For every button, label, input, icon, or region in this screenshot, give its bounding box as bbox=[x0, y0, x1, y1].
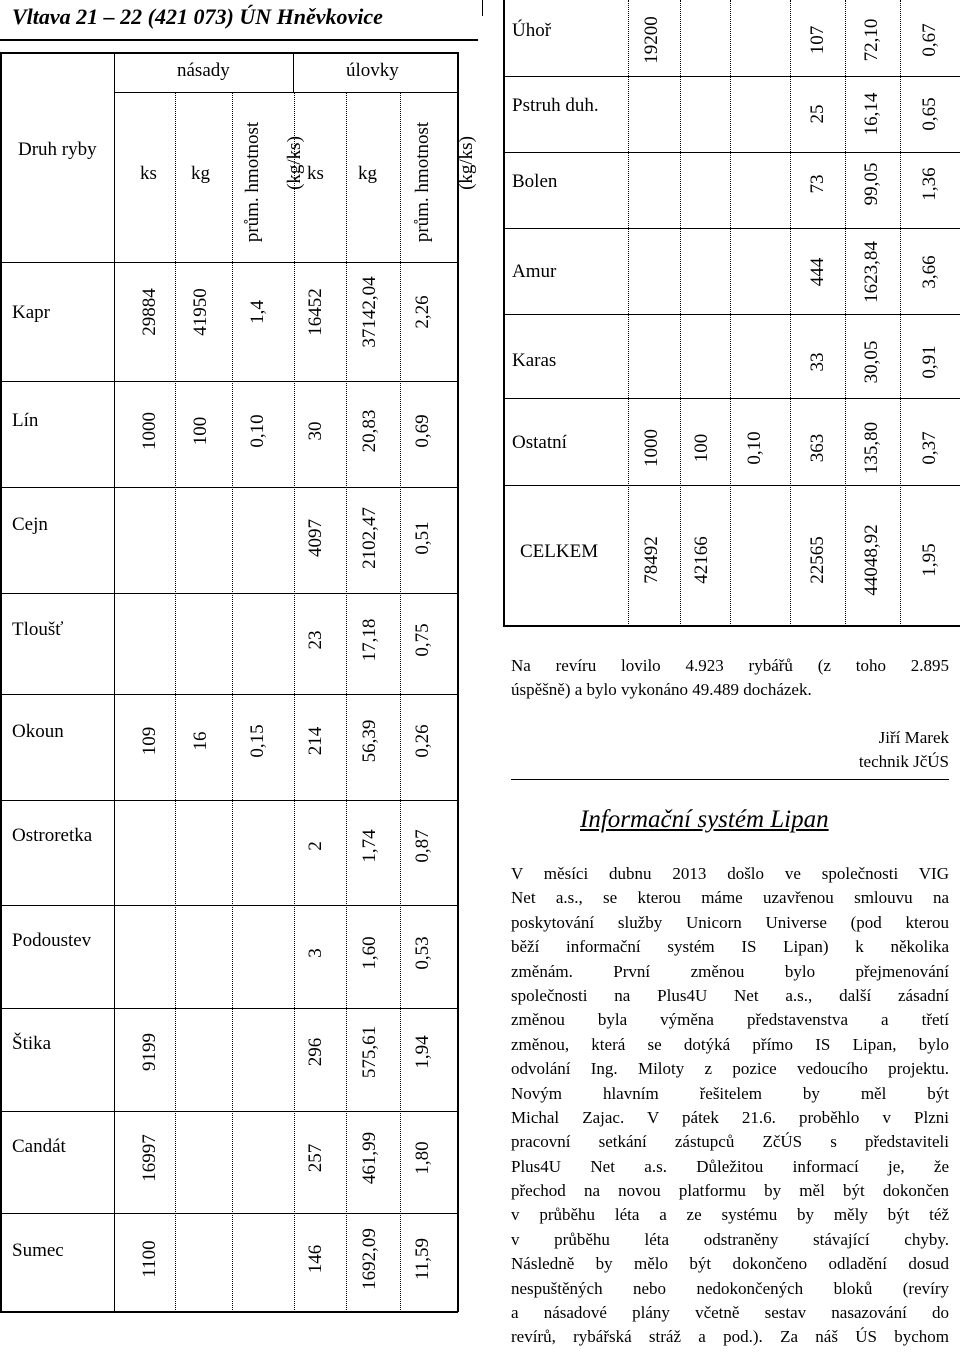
table-cell: 25 bbox=[807, 104, 828, 124]
table-cell: 0,75 bbox=[412, 623, 433, 657]
table-cell: 30,05 bbox=[861, 340, 882, 384]
table-cell: 1623,84 bbox=[861, 241, 882, 303]
table-cell: 23 bbox=[305, 630, 326, 650]
summary-paragraph bbox=[511, 654, 949, 703]
table-cell: 0,10 bbox=[247, 414, 268, 448]
table-cell: 33 bbox=[807, 352, 828, 372]
table-cell: 73 bbox=[807, 174, 828, 194]
article-line: změnou, která se dotýká přímo IS Lipan, bylo bbox=[511, 1034, 949, 1054]
table-cell: 0,69 bbox=[412, 414, 433, 448]
table-cell: 30 bbox=[305, 421, 326, 441]
table-cell: 109 bbox=[139, 726, 160, 756]
table-cell: 16997 bbox=[139, 1134, 160, 1182]
col-header-kg: kg bbox=[191, 163, 210, 184]
table-cell: 146 bbox=[305, 1244, 326, 1274]
article-line: přechod na novou platformu by měl být dokončen bbox=[511, 1181, 949, 1201]
table-cell: 0,10 bbox=[744, 431, 765, 465]
table-cell: 17,18 bbox=[359, 618, 380, 662]
table-cell: 296 bbox=[305, 1037, 326, 1067]
article-line: revírů, rybářská stráž a pod.). Za náš ÚS bychom bbox=[511, 1327, 949, 1347]
table-cell: 11,59 bbox=[412, 1237, 433, 1281]
table-cell: 22565 bbox=[807, 536, 828, 584]
table-cell: 2 bbox=[305, 841, 326, 851]
table-cell: 363 bbox=[807, 433, 828, 463]
species-label: Pstruh duh. bbox=[512, 95, 599, 116]
species-label: Kapr bbox=[12, 302, 50, 323]
species-label: Karas bbox=[512, 350, 557, 371]
article-line: Následně by mělo být dokončeno odladění dosud bbox=[511, 1254, 949, 1274]
table-cell: 214 bbox=[305, 726, 326, 756]
species-label: Úhoř bbox=[512, 20, 552, 41]
table-cell: 72,10 bbox=[861, 18, 882, 62]
article-line: Net a.s., se kterou máme uzavřenou smlouvu na bbox=[511, 888, 949, 908]
article-line: odvolání Ing. Miloty z pozice vedoucího projektu. bbox=[511, 1059, 949, 1079]
species-label: Cejn bbox=[12, 514, 48, 535]
article-heading: Informační systém Lipan bbox=[580, 806, 829, 833]
table-cell: 575,61 bbox=[359, 1025, 380, 1079]
table-cell: 44048,92 bbox=[861, 524, 882, 596]
table-cell: 0,26 bbox=[412, 724, 433, 758]
table-cell: 3,66 bbox=[919, 255, 940, 289]
species-label: Bolen bbox=[512, 171, 558, 192]
page-title: Vltava 21 – 22 (421 073) ÚN Hněvkovice bbox=[12, 4, 383, 29]
col-header-ks: ks bbox=[140, 163, 157, 184]
table-cell: 16 bbox=[190, 731, 211, 751]
table-cell: 135,80 bbox=[861, 421, 882, 475]
stocking-header: násady bbox=[177, 60, 230, 81]
table-cell: 0,53 bbox=[412, 936, 433, 970]
table-cell: 9199 bbox=[139, 1033, 160, 1071]
table-cell: 78492 bbox=[641, 536, 662, 584]
col-header-avg-weight: prům. hmotnost bbox=[242, 121, 263, 243]
table-cell: 0,51 bbox=[412, 521, 433, 555]
col-header-avg-weight-catch: prům. hmotnost bbox=[412, 121, 433, 243]
table-cell: 461,99 bbox=[359, 1131, 380, 1185]
species-label: Štika bbox=[12, 1033, 52, 1054]
table-cell: 2,26 bbox=[412, 295, 433, 329]
table-cell: 1,94 bbox=[412, 1035, 433, 1069]
article-line: Michal Zajac. V pátek 21.6. proběhlo v Plzni bbox=[511, 1107, 949, 1127]
table-cell: 0,67 bbox=[919, 23, 940, 57]
species-label: Podoustev bbox=[12, 930, 92, 951]
table-cell: 257 bbox=[305, 1143, 326, 1173]
table-cell: 1,60 bbox=[359, 936, 380, 970]
table-cell: 1,4 bbox=[247, 300, 268, 324]
table-cell: 41950 bbox=[190, 288, 211, 336]
signature-divider bbox=[511, 779, 949, 780]
article-line: V měsíci dubnu 2013 došlo ve společnosti VIG bbox=[511, 864, 949, 883]
table-cell: 19200 bbox=[641, 16, 662, 64]
table-cell: 3 bbox=[305, 948, 326, 958]
species-label: Ostatní bbox=[512, 432, 567, 453]
col-header-ks-catch: ks bbox=[307, 163, 324, 184]
table-cell: 56,39 bbox=[359, 719, 380, 763]
table-cell: 16,14 bbox=[861, 92, 882, 136]
species-header: Druh ryby bbox=[18, 139, 97, 160]
signature-role: technik JčÚS bbox=[858, 752, 949, 771]
article-body bbox=[511, 862, 949, 1350]
article-line: v průběhu léta a ze systému by měly být též bbox=[511, 1205, 949, 1225]
table-cell: 0,87 bbox=[412, 829, 433, 863]
table-cell: 42166 bbox=[691, 536, 712, 584]
col-header-avg-weight-unit: (kg/ks) bbox=[284, 136, 305, 190]
article-line: poskytování služby Unicorn Universe (pod kterou bbox=[511, 912, 949, 932]
table-cell: 20,83 bbox=[359, 409, 380, 453]
species-label: Ostroretka bbox=[12, 825, 93, 846]
summary-line: úspěšně) a bylo vykonáno 49.489 docházek. bbox=[511, 680, 812, 700]
table-cell: 1100 bbox=[139, 1240, 160, 1278]
signature bbox=[700, 726, 949, 774]
article-line: v průběhu léta odstraněny stávající chyby. bbox=[511, 1229, 949, 1249]
table-cell: 0,65 bbox=[919, 97, 940, 131]
col-header-kg-catch: kg bbox=[358, 163, 377, 184]
species-label: Okoun bbox=[12, 721, 64, 742]
table-cell: 29884 bbox=[139, 288, 160, 336]
table-cell: 1,36 bbox=[919, 167, 940, 201]
table-cell: 1692,09 bbox=[359, 1228, 380, 1290]
table-cell: 1000 bbox=[641, 429, 662, 467]
article-line: nespuštěných nebo nedokončených bloků (revíry bbox=[511, 1278, 949, 1298]
species-label: Candát bbox=[12, 1136, 66, 1157]
table-cell: 0,91 bbox=[919, 345, 940, 379]
col-header-avg-weight-unit-catch: (kg/ks) bbox=[456, 136, 477, 190]
table-cell: 1000 bbox=[139, 412, 160, 450]
table-cell: 16452 bbox=[305, 288, 326, 336]
table-cell: 0,37 bbox=[919, 431, 940, 465]
table-cell: 100 bbox=[190, 416, 211, 446]
table-cell: 99,05 bbox=[861, 162, 882, 206]
table-cell: 4097 bbox=[305, 519, 326, 557]
table-cell: 37142,04 bbox=[359, 276, 380, 348]
table-cell: 1,74 bbox=[359, 829, 380, 863]
table-cell: 1,95 bbox=[919, 543, 940, 577]
summary-line: Na revíru lovilo 4.923 rybářů (z toho 2.895 bbox=[511, 656, 949, 675]
table-cell: 0,15 bbox=[247, 724, 268, 758]
catches-header: úlovky bbox=[346, 60, 399, 81]
article-line: změnám. První změnou bylo přejmenování bbox=[511, 961, 949, 981]
species-label: CELKEM bbox=[520, 541, 599, 562]
table-cell: 100 bbox=[691, 433, 712, 463]
table-cell: 1,80 bbox=[412, 1141, 433, 1175]
species-label: Lín bbox=[12, 410, 39, 431]
title-underline bbox=[0, 39, 478, 41]
species-label: Sumec bbox=[12, 1240, 64, 1261]
article-line: pracovní setkání zástupců ZčÚS s představiteli bbox=[511, 1132, 949, 1152]
article-line: běží informační systém IS Lipan) k několika bbox=[511, 937, 949, 957]
article-line: změnou byla výměna představenstva a třetí bbox=[511, 1010, 949, 1030]
article-line: Novým hlavním řešitelem by měl být bbox=[511, 1083, 949, 1103]
species-label: Amur bbox=[512, 261, 557, 282]
table-cell: 107 bbox=[807, 25, 828, 55]
signature-name: Jiří Marek bbox=[878, 728, 949, 747]
table-cell: 2102,47 bbox=[359, 507, 380, 569]
article-line: Plus4U Net a.s. Důležitou informací je, že bbox=[511, 1156, 949, 1176]
article-line: a násadové plány včetně sestav nasazování do bbox=[511, 1303, 949, 1323]
table-cell: 444 bbox=[807, 257, 828, 287]
article-line: společnosti na Plus4U Net a.s., další zásadní bbox=[511, 985, 949, 1005]
species-label: Tloušť bbox=[12, 619, 64, 640]
